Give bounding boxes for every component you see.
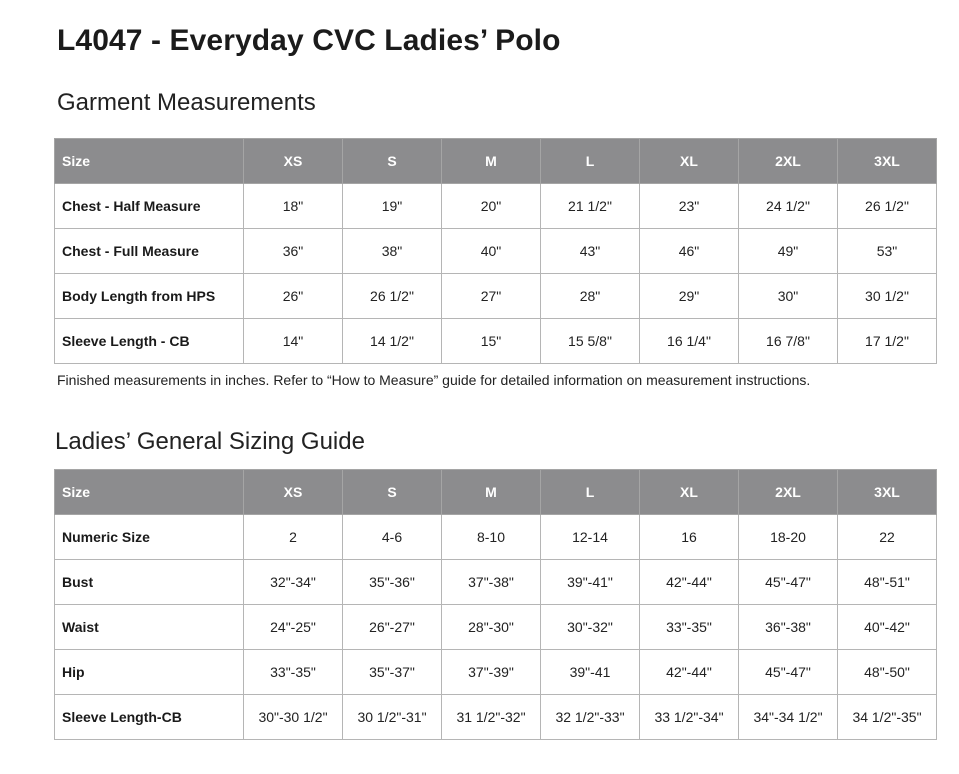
column-header-xs: XS [244, 470, 343, 515]
sizing-guide-heading: Ladies’ General Sizing Guide [55, 428, 365, 455]
table-cell: 38" [343, 229, 442, 274]
table-cell: 24"-25" [244, 605, 343, 650]
table-cell: 43" [541, 229, 640, 274]
column-header-2xl: 2XL [739, 139, 838, 184]
table-cell: 30"-30 1/2" [244, 695, 343, 740]
table-cell: 15 5/8" [541, 319, 640, 364]
column-header-xl: XL [640, 139, 739, 184]
column-header-l: L [541, 139, 640, 184]
table-cell: 28"-30" [442, 605, 541, 650]
column-header-m: M [442, 139, 541, 184]
table-cell: 16 7/8" [739, 319, 838, 364]
measurement-note: Finished measurements in inches. Refer to “How to Measure” guide for detailed information on measurement instructions. [57, 372, 811, 388]
table-cell: 40" [442, 229, 541, 274]
table-cell: 46" [640, 229, 739, 274]
table-cell: 35"-36" [343, 560, 442, 605]
table-cell: 28" [541, 274, 640, 319]
table-cell: 18-20 [739, 515, 838, 560]
table-cell: 42"-44" [640, 560, 739, 605]
table-cell: 27" [442, 274, 541, 319]
table-cell: 32"-34" [244, 560, 343, 605]
header-row [55, 470, 937, 515]
table-cell: 30" [739, 274, 838, 319]
row-label: Bust [55, 560, 244, 605]
table-cell: 24 1/2" [739, 184, 838, 229]
table-cell: 30"-32" [541, 605, 640, 650]
table-row [55, 184, 937, 229]
table-cell: 20" [442, 184, 541, 229]
table-row [55, 229, 937, 274]
table-row [55, 650, 937, 695]
garment-table-body [55, 184, 937, 364]
table-cell: 26"-27" [343, 605, 442, 650]
table-cell: 45"-47" [739, 650, 838, 695]
table-cell: 39"-41" [541, 560, 640, 605]
table-cell: 12-14 [541, 515, 640, 560]
sizing-guide-table [54, 469, 937, 740]
table-cell: 15" [442, 319, 541, 364]
table-cell: 42"-44" [640, 650, 739, 695]
row-label: Waist [55, 605, 244, 650]
table-cell: 29" [640, 274, 739, 319]
table-cell: 33"-35" [640, 605, 739, 650]
table-cell: 39"-41 [541, 650, 640, 695]
row-label: Hip [55, 650, 244, 695]
table-cell: 21 1/2" [541, 184, 640, 229]
column-header-3xl: 3XL [838, 470, 937, 515]
table-cell: 53" [838, 229, 937, 274]
table-cell: 30 1/2" [838, 274, 937, 319]
column-header-xl: XL [640, 470, 739, 515]
column-header-2xl: 2XL [739, 470, 838, 515]
table-cell: 40"-42" [838, 605, 937, 650]
header-row [55, 139, 937, 184]
table-cell: 2 [244, 515, 343, 560]
table-cell: 26" [244, 274, 343, 319]
garment-measurements-heading: Garment Measurements [57, 89, 316, 116]
table-cell: 8-10 [442, 515, 541, 560]
table-cell: 26 1/2" [343, 274, 442, 319]
table-cell: 35"-37" [343, 650, 442, 695]
sizing-table-body [55, 515, 937, 740]
table-cell: 16 [640, 515, 739, 560]
row-label: Numeric Size [55, 515, 244, 560]
table-row [55, 605, 937, 650]
table-cell: 33"-35" [244, 650, 343, 695]
column-header-xs: XS [244, 139, 343, 184]
table-cell: 4-6 [343, 515, 442, 560]
table-cell: 36"-38" [739, 605, 838, 650]
table-cell: 33 1/2"-34" [640, 695, 739, 740]
row-label: Chest - Half Measure [55, 184, 244, 229]
row-label: Body Length from HPS [55, 274, 244, 319]
table-row [55, 560, 937, 605]
table-row [55, 319, 937, 364]
table-cell: 31 1/2"-32" [442, 695, 541, 740]
column-header-l: L [541, 470, 640, 515]
table-cell: 30 1/2"-31" [343, 695, 442, 740]
table-row [55, 695, 937, 740]
table-cell: 14" [244, 319, 343, 364]
row-label: Chest - Full Measure [55, 229, 244, 274]
column-header-m: M [442, 470, 541, 515]
table-cell: 49" [739, 229, 838, 274]
table-cell: 37"-39" [442, 650, 541, 695]
row-label: Sleeve Length - CB [55, 319, 244, 364]
table-cell: 16 1/4" [640, 319, 739, 364]
table-cell: 45"-47" [739, 560, 838, 605]
sizing-table-header [55, 470, 937, 515]
column-header-size: Size [55, 470, 244, 515]
column-header-3xl: 3XL [838, 139, 937, 184]
column-header-size: Size [55, 139, 244, 184]
column-header-s: S [343, 470, 442, 515]
column-header-s: S [343, 139, 442, 184]
table-cell: 37"-38" [442, 560, 541, 605]
table-cell: 34 1/2"-35" [838, 695, 937, 740]
garment-table-header [55, 139, 937, 184]
table-cell: 14 1/2" [343, 319, 442, 364]
table-cell: 48"-50" [838, 650, 937, 695]
table-cell: 32 1/2"-33" [541, 695, 640, 740]
table-cell: 19" [343, 184, 442, 229]
table-cell: 18" [244, 184, 343, 229]
table-cell: 22 [838, 515, 937, 560]
table-cell: 26 1/2" [838, 184, 937, 229]
garment-measurements-table [54, 138, 937, 364]
row-label: Sleeve Length-CB [55, 695, 244, 740]
table-row [55, 515, 937, 560]
table-cell: 36" [244, 229, 343, 274]
table-cell: 48"-51" [838, 560, 937, 605]
page-title: L4047 - Everyday CVC Ladies’ Polo [57, 24, 561, 57]
table-cell: 34"-34 1/2" [739, 695, 838, 740]
table-cell: 17 1/2" [838, 319, 937, 364]
table-row [55, 274, 937, 319]
table-cell: 23" [640, 184, 739, 229]
